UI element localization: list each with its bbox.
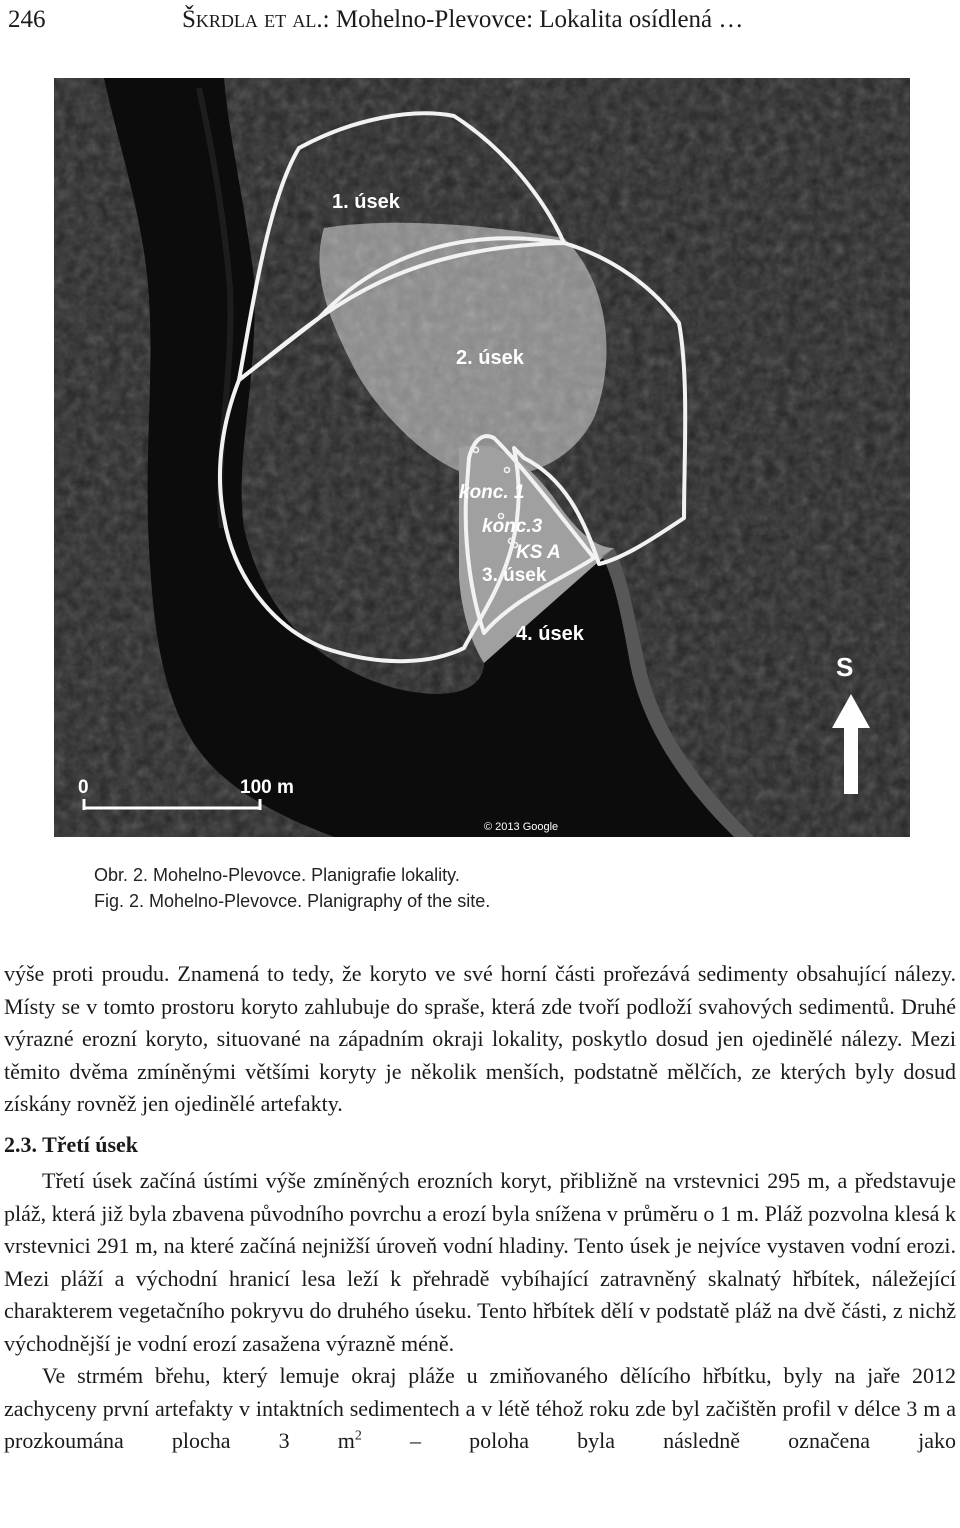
caption-english: Fig. 2. Mohelno-Plevovce. Planigraphy of the site. bbox=[94, 891, 491, 911]
scale-end-label: 100 m bbox=[240, 777, 294, 798]
page-number: 246 bbox=[8, 6, 46, 33]
paragraph bbox=[4, 1360, 956, 1458]
paragraph: výše proti proudu. Znamená to tedy, že koryto ve své horní části prořezává sedimenty obsahující nálezy. Místy se v tomto prostoru koryto zahlubuje do spraše, která zde tvoří podloží svahových sedimentů. Druhé výrazné erozní koryto, situované na západním okraji lokality, poskytlo dosud jen ojedinělé nálezy. Mezi těmito dvěma zmíněnými většími koryty je několik menších, podstatně mělčích, ze kterých byly dosud získány rovněž jen ojedinělé artefakty. bbox=[4, 961, 956, 1116]
body-text bbox=[4, 958, 956, 1458]
copyright-notice: © 2013 Google bbox=[484, 821, 559, 833]
caption-czech: Obr. 2. Mohelno-Plevovce. Planigrafie lokality. bbox=[94, 865, 460, 885]
superscript: 2 bbox=[354, 1428, 362, 1444]
article-title: : Mohelno-Plevovce: Lokalita osídlená … bbox=[322, 6, 744, 33]
label-konc-1: konc. 1 bbox=[459, 482, 525, 503]
aerial-photo-figure bbox=[54, 78, 910, 837]
label-usek-4: 4. úsek bbox=[516, 623, 584, 645]
paragraph-text: Ve strmém břehu, který lemuje okraj pláže u zmiňovaného dělícího hřbítku, byly na jaře 2012 zachyceny první artefakty v intaktních sedimentech a v létě téhož roku zde byl začištěn profil v délce 3 m a prozkoumána plocha 3 m bbox=[4, 1363, 956, 1453]
running-title bbox=[182, 4, 743, 36]
paragraph-text: – poloha byla následně označena jako bbox=[361, 1428, 956, 1453]
label-usek-2: 2. úsek bbox=[456, 347, 524, 369]
label-usek-1: 1. úsek bbox=[332, 191, 400, 213]
north-label: S bbox=[836, 652, 854, 682]
label-konc-3: konc.3 bbox=[482, 516, 543, 537]
scale-start-label: 0 bbox=[78, 777, 89, 798]
authors: Škrdla et al. bbox=[182, 6, 323, 33]
label-usek-3: 3. úsek bbox=[482, 565, 547, 586]
aerial-map bbox=[54, 78, 910, 837]
label-ks-a: KS A bbox=[516, 542, 561, 563]
section-heading: 2.3. Třetí úsek bbox=[4, 1131, 139, 1157]
figure-caption bbox=[94, 862, 490, 914]
paragraph: Třetí úsek začíná ústími výše zmíněných erozních koryt, přibližně na vrstevnici 295 m, a představuje pláž, která již byla zbavena původního povrchu a erozí byla snížena v průměru o 1 m. Pláž pozvolna klesá k vrstevnici 291 m, na které začíná nejnižší úroveň vodní hladiny. Tento úsek je nejvíce vystaven vodní erozi. Mezi pláží a východní hranicí lesa leží k přehradě vybíhající zatravněný skalnatý hřbítek, náležející charakterem vegetačního pokryvu do druhého úseku. Tento hřbítek dělí v podstatě pláž na dvě části, z nichž východnější je vodní erozí zasažena výrazně méně. bbox=[4, 1168, 956, 1356]
running-header bbox=[4, 4, 956, 36]
